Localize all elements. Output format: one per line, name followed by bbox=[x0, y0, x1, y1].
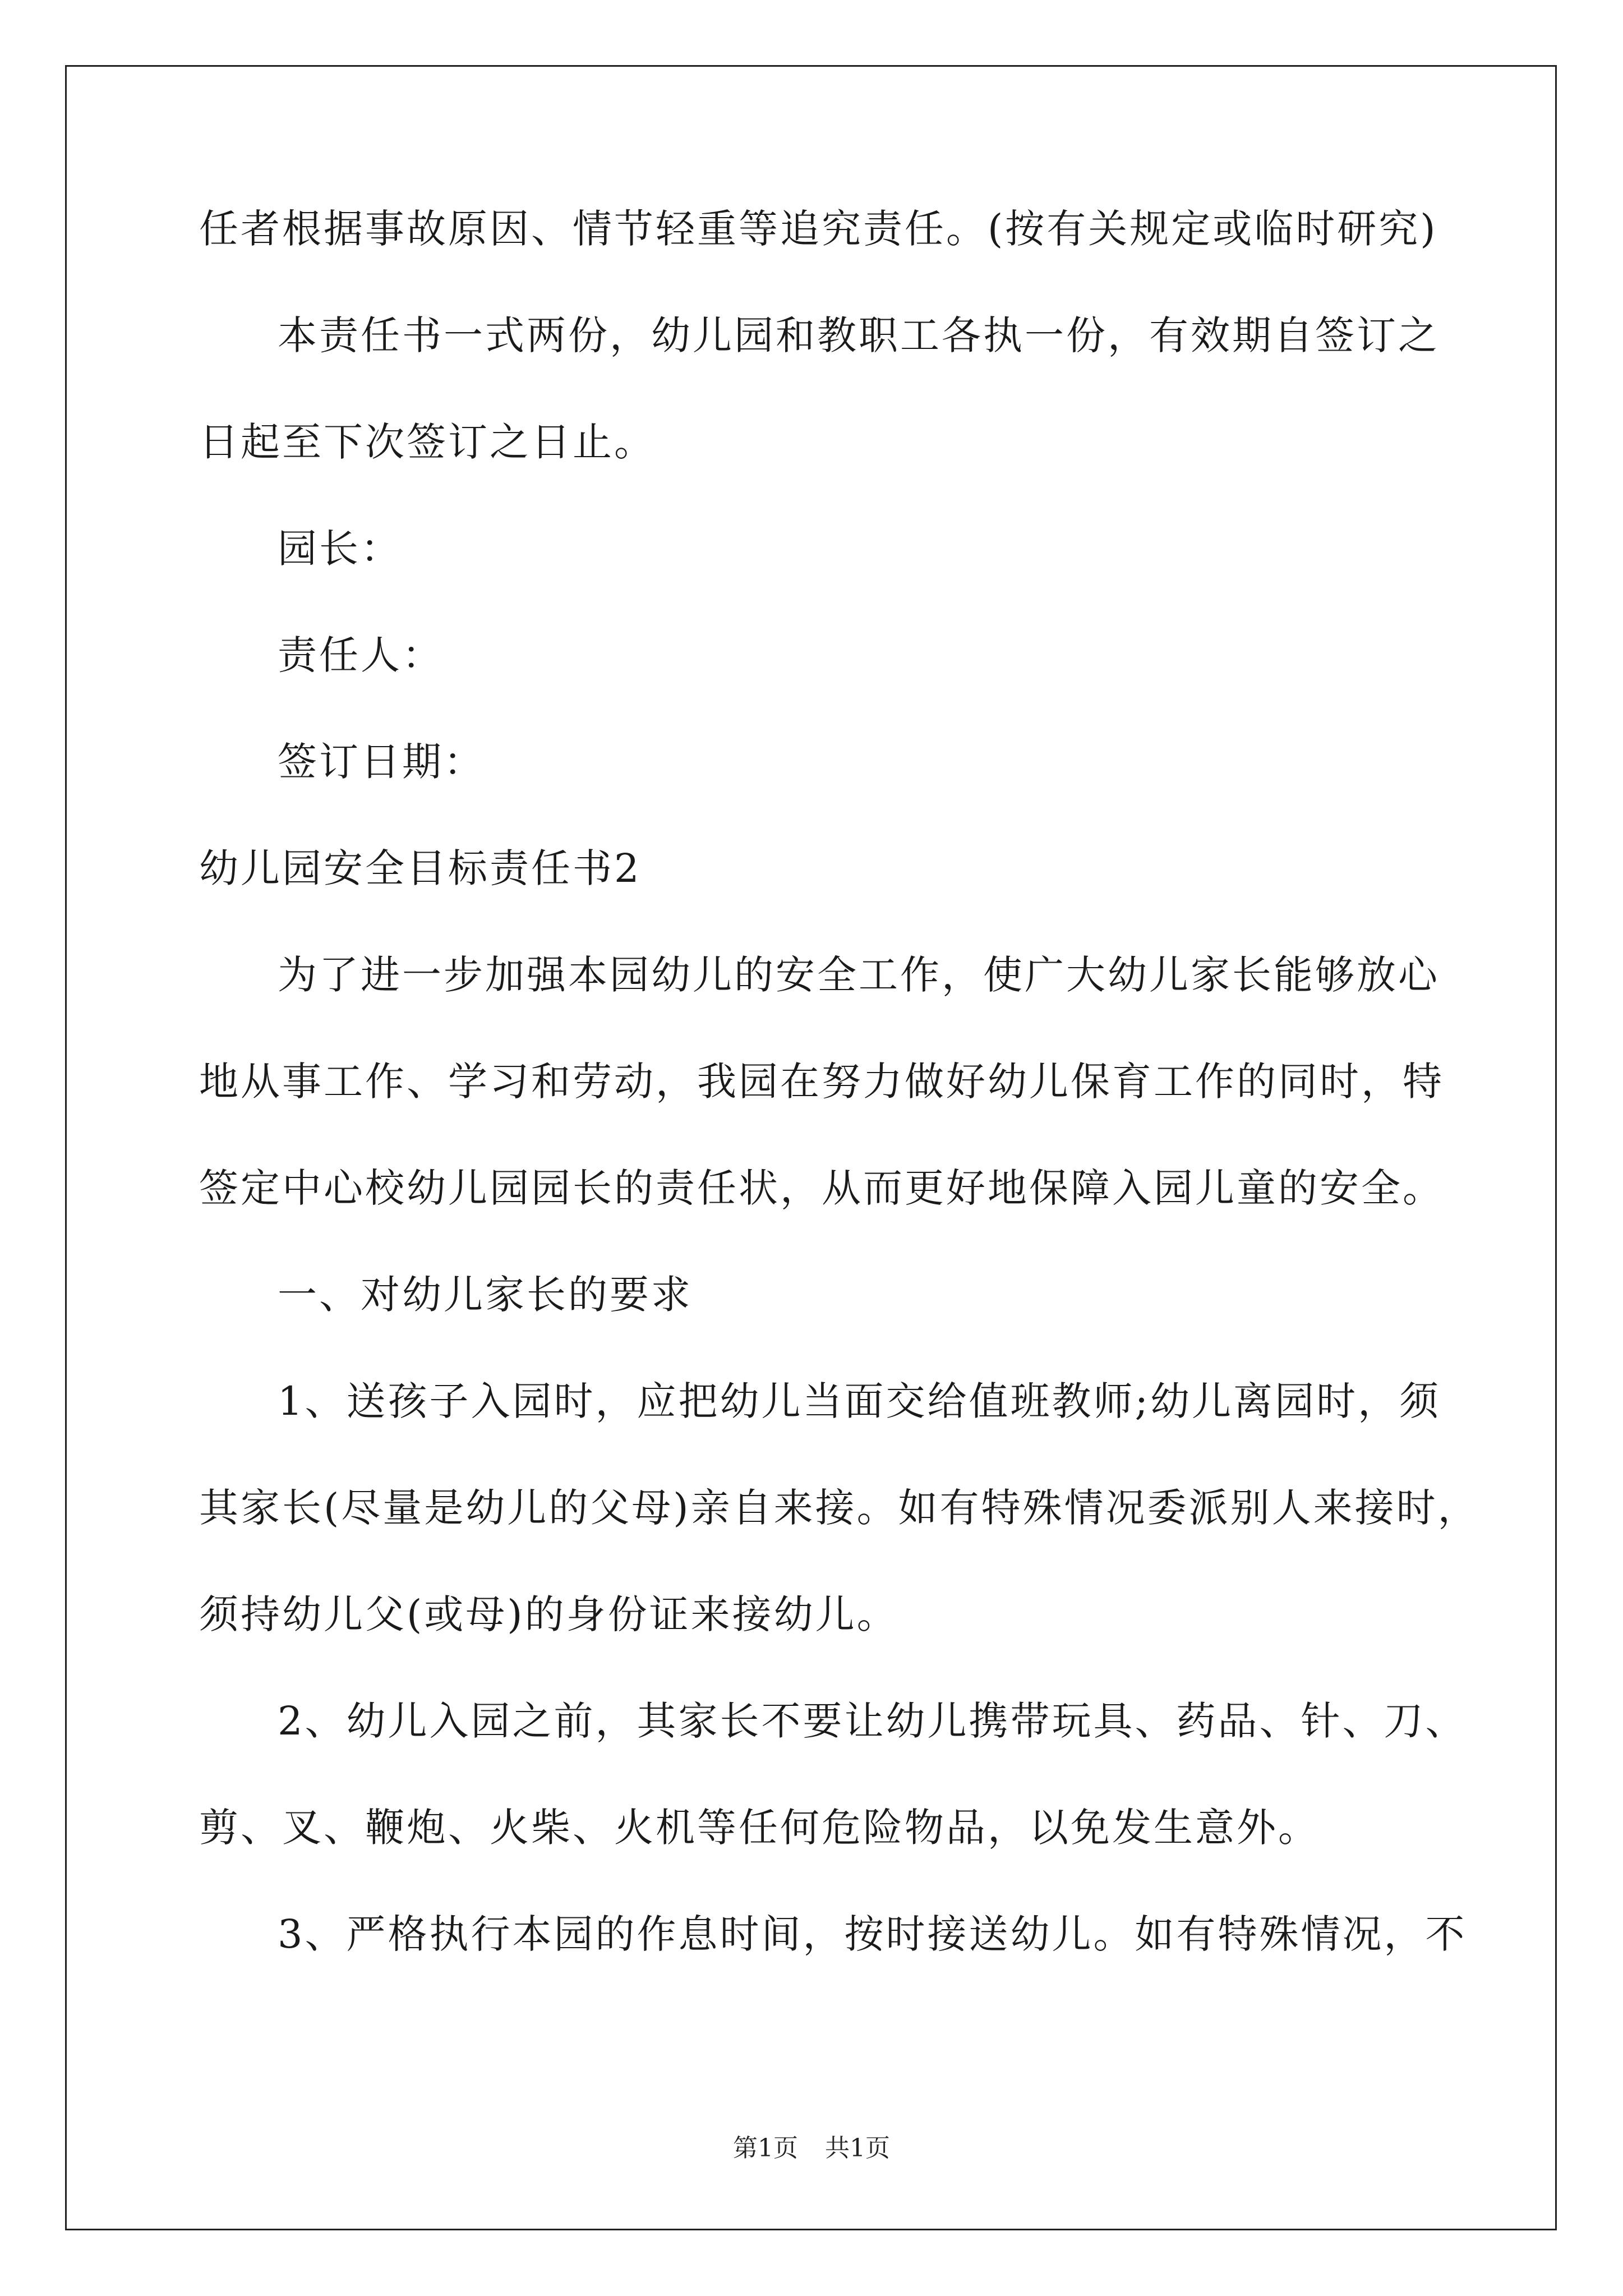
page-total: 共1页 bbox=[825, 2134, 890, 2162]
text-line: 须持幼儿父(或母)的身份证来接幼儿。 bbox=[199, 1591, 898, 1637]
signature-label-date: 签订日期： bbox=[278, 739, 485, 785]
text-line: 日起至下次签订之日止。 bbox=[199, 419, 656, 465]
text-line: 2、幼儿入园之前，其家长不要让幼儿携带玩具、药品、针、刀、 bbox=[278, 1698, 1467, 1744]
page-number: 第1页 bbox=[733, 2134, 798, 2162]
text-line: 地从事工作、学习和劳动，我园在努力做好幼儿保育工作的同时，特 bbox=[199, 1059, 1444, 1105]
signature-label-principal: 园长： bbox=[278, 526, 402, 572]
section-title: 幼儿园安全目标责任书2 bbox=[199, 845, 642, 891]
text-line: 1、送孩子入园时，应把幼儿当面交给值班教师;幼儿离园时，须 bbox=[278, 1378, 1441, 1424]
subsection-heading: 一、对幼儿家长的要求 bbox=[278, 1272, 693, 1318]
signature-label-responsible: 责任人： bbox=[278, 632, 444, 678]
text-line: 为了进一步加强本园幼儿的安全工作，使广大幼儿家长能够放心 bbox=[278, 952, 1440, 998]
text-line: 本责任书一式两份，幼儿园和教职工各执一份，有效期自签订之 bbox=[278, 312, 1440, 358]
page-border bbox=[65, 65, 1557, 2230]
page-footer bbox=[0, 2132, 1623, 2165]
text-line: 任者根据事故原因、情节轻重等追究责任。(按有关规定或临时研究) bbox=[199, 206, 1438, 252]
text-line: 剪、叉、鞭炮、火柴、火机等任何危险物品，以免发生意外。 bbox=[199, 1805, 1320, 1851]
text-line: 签定中心校幼儿园园长的责任状，从而更好地保障入园儿童的安全。 bbox=[199, 1165, 1444, 1211]
text-line: 其家长(尽量是幼儿的父母)亲自来接。如有特殊情况委派别人来接时， bbox=[199, 1485, 1479, 1531]
text-line: 3、严格执行本园的作息时间，按时接送幼儿。如有特殊情况，不 bbox=[278, 1911, 1467, 1957]
